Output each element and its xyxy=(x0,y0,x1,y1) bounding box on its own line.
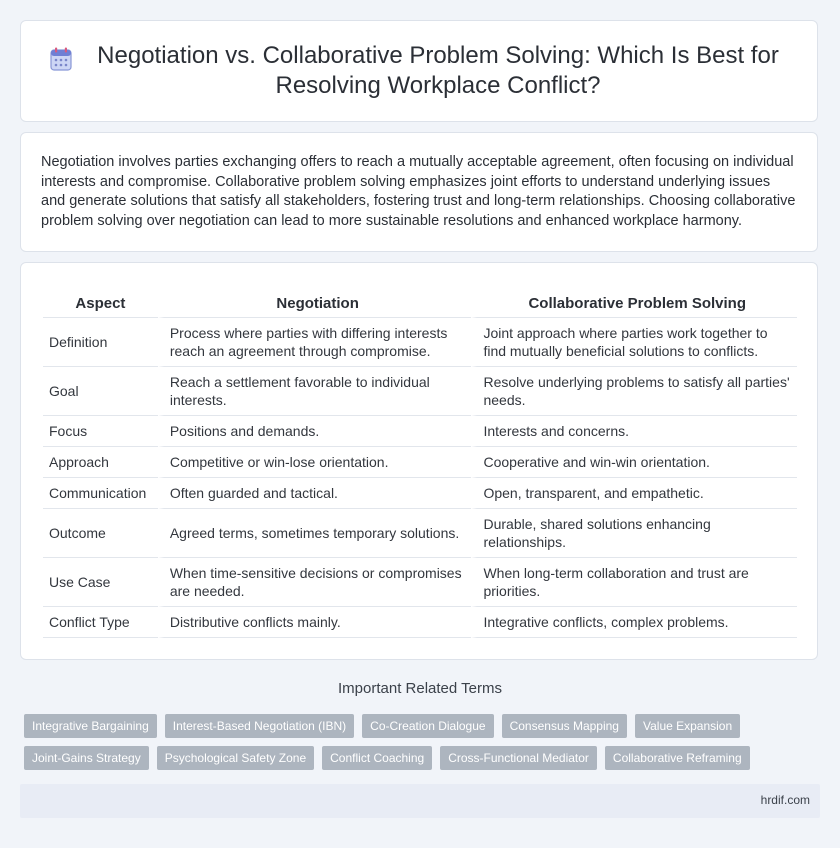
row-collaborative: Integrative conflicts, complex problems. xyxy=(471,607,797,638)
header-aspect: Aspect xyxy=(43,293,158,318)
row-negotiation: Agreed terms, sometimes temporary solutions. xyxy=(158,509,472,558)
row-negotiation: When time-sensitive decisions or compromises are needed. xyxy=(158,558,472,607)
related-terms-tags xyxy=(24,714,824,778)
comparison-table xyxy=(43,293,797,638)
tag-collaborative-reframing[interactable]: Collaborative Reframing xyxy=(605,746,750,770)
row-collaborative: Interests and concerns. xyxy=(471,416,797,447)
row-aspect: Definition xyxy=(43,318,158,367)
page-title: Negotiation vs. Collaborative Problem Solving: Which Is Best for Resolving Workplace Conflict? xyxy=(97,42,779,99)
row-collaborative: Cooperative and win-win orientation. xyxy=(471,447,797,478)
table-row xyxy=(43,447,797,478)
table-row xyxy=(43,509,797,558)
tag-row xyxy=(24,714,824,738)
intro-card xyxy=(20,132,818,252)
table-row xyxy=(43,416,797,447)
tag-conflict-coaching[interactable]: Conflict Coaching xyxy=(322,746,432,770)
row-negotiation: Often guarded and tactical. xyxy=(158,478,472,509)
tag-interest-based-negotiation[interactable]: Interest-Based Negotiation (IBN) xyxy=(165,714,354,738)
tag-integrative-bargaining[interactable]: Integrative Bargaining xyxy=(24,714,157,738)
row-collaborative: When long-term collaboration and trust are priorities. xyxy=(471,558,797,607)
table-row xyxy=(43,607,797,638)
row-aspect: Approach xyxy=(43,447,158,478)
row-negotiation: Distributive conflicts mainly. xyxy=(158,607,472,638)
table-header-row xyxy=(43,293,797,318)
row-aspect: Use Case xyxy=(43,558,158,607)
title-card xyxy=(20,20,818,122)
footer xyxy=(20,784,820,818)
tag-row xyxy=(24,746,824,770)
intro-paragraph: Negotiation involves parties exchanging offers to reach a mutually acceptable agreement, often focusing on individual interests and compromise. Collaborative problem solving emphasizes joint efforts to understand underlying issues and generate solutions that satisfy all stakeholders, fostering trust and long-term relationships. Choosing collaborative problem solving over negotiation can lead to more sustainable resolutions and enhanced workplace harmony. xyxy=(41,154,796,229)
tag-value-expansion[interactable]: Value Expansion xyxy=(635,714,740,738)
table-row xyxy=(43,478,797,509)
row-aspect: Conflict Type xyxy=(43,607,158,638)
row-collaborative: Resolve underlying problems to satisfy all parties' needs. xyxy=(471,367,797,416)
tag-co-creation-dialogue[interactable]: Co-Creation Dialogue xyxy=(362,714,493,738)
table-row xyxy=(43,367,797,416)
footer-site-link[interactable]: hrdif.com xyxy=(760,793,810,807)
row-collaborative: Joint approach where parties work together to find mutually beneficial solutions to conflicts. xyxy=(471,318,797,367)
tag-psychological-safety-zone[interactable]: Psychological Safety Zone xyxy=(157,746,314,770)
tag-consensus-mapping[interactable]: Consensus Mapping xyxy=(502,714,627,738)
row-aspect: Goal xyxy=(43,367,158,416)
row-negotiation: Process where parties with differing interests reach an agreement through compromise. xyxy=(158,318,472,367)
row-negotiation: Reach a settlement favorable to individual interests. xyxy=(158,367,472,416)
table-row xyxy=(43,318,797,367)
row-aspect: Communication xyxy=(43,478,158,509)
row-aspect: Focus xyxy=(43,416,158,447)
row-negotiation: Competitive or win-lose orientation. xyxy=(158,447,472,478)
table-row xyxy=(43,558,797,607)
header-collaborative: Collaborative Problem Solving xyxy=(471,293,797,318)
row-collaborative: Durable, shared solutions enhancing relationships. xyxy=(471,509,797,558)
row-negotiation: Positions and demands. xyxy=(158,416,472,447)
calendar-icon xyxy=(50,47,72,71)
comparison-card xyxy=(20,262,818,660)
row-aspect: Outcome xyxy=(43,509,158,558)
header-negotiation: Negotiation xyxy=(158,293,472,318)
tag-joint-gains-strategy[interactable]: Joint-Gains Strategy xyxy=(24,746,149,770)
related-terms-title: Important Related Terms xyxy=(338,680,502,697)
row-collaborative: Open, transparent, and empathetic. xyxy=(471,478,797,509)
tag-cross-functional-mediator[interactable]: Cross-Functional Mediator xyxy=(440,746,597,770)
